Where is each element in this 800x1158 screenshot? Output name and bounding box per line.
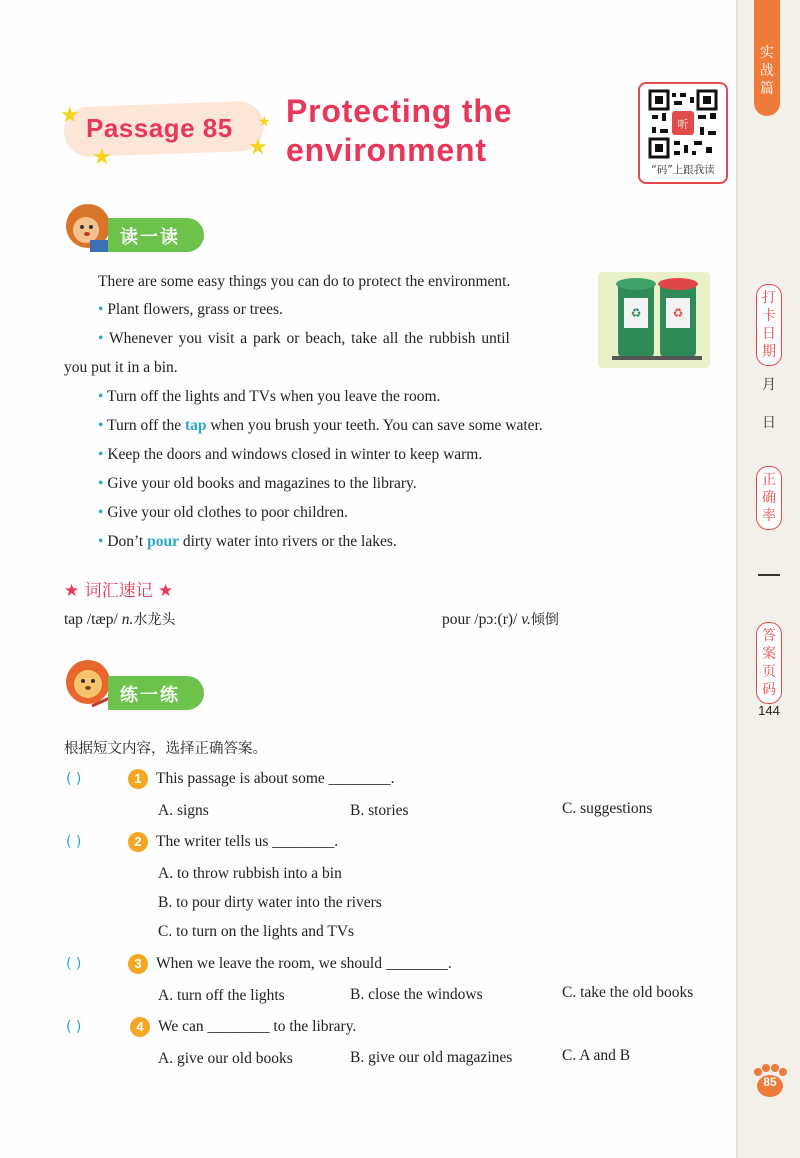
passage-item: • Plant flowers, grass or trees.: [98, 301, 283, 318]
qr-caption: “码”上跟我读: [651, 164, 715, 176]
option-c[interactable]: C. take the old books: [562, 984, 694, 1001]
star-icon: ★: [248, 134, 268, 159]
answer-blank[interactable]: ( ): [66, 834, 82, 850]
passage-item: • Keep the doors and windows closed in winter to keep warm.: [98, 446, 483, 463]
question-number: 2: [128, 832, 148, 852]
passage-item: • Whenever you visit a park or beach, take all the rubbish until: [98, 330, 510, 347]
vocab-heading: ★ 词汇速记 ★: [64, 581, 174, 601]
option-b[interactable]: B. stories: [350, 802, 409, 819]
passage-item: • Give your old clothes to poor children.: [98, 504, 348, 521]
section-tab-label: 实 战 篇: [760, 45, 774, 97]
passage-item-continued: you put it in a bin.: [64, 359, 178, 376]
qr-code-box[interactable]: [638, 82, 728, 184]
checkin-date-pill: 打 卡 日 期: [756, 284, 782, 366]
question-number: 1: [128, 769, 148, 789]
practice-badge-label: 练一练: [120, 685, 180, 706]
answer-blank[interactable]: ( ): [66, 771, 82, 787]
question-number: 3: [128, 954, 148, 974]
side-margin: [738, 0, 800, 1158]
listen-label: 听: [677, 118, 689, 131]
vocab-entry: tap /tæp/ n.水龙头: [64, 611, 176, 628]
option-b[interactable]: B. give our old magazines: [350, 1049, 513, 1066]
option-a[interactable]: A. give our old books: [158, 1050, 293, 1067]
star-icon: ★: [258, 115, 271, 130]
question-text: We can ________ to the library.: [158, 1018, 357, 1035]
passage-intro: There are some easy things you can do to protect the environment.: [98, 273, 511, 290]
accuracy-pill: 正 确 率: [756, 466, 782, 530]
option-a[interactable]: A. to throw rubbish into a bin: [158, 865, 342, 882]
answer-blank[interactable]: ( ): [66, 1019, 82, 1035]
passage-item: • Give your old books and magazines to the library.: [98, 475, 417, 492]
option-a[interactable]: A. signs: [158, 802, 209, 819]
question-text: This passage is about some ________.: [156, 770, 395, 787]
passage-item: • Turn off the tap when you brush your teeth. You can save some water.: [98, 417, 543, 434]
passage-label: Passage 85: [86, 113, 233, 143]
answer-page-pill: 答 案 页 码: [756, 622, 782, 704]
option-c[interactable]: C. A and B: [562, 1047, 631, 1064]
recycling-bins-illustration: [598, 272, 710, 368]
read-badge-label: 读一读: [120, 227, 180, 248]
option-c[interactable]: C. suggestions: [562, 800, 653, 817]
question-text: When we leave the room, we should ________.: [156, 955, 452, 972]
accuracy-blank: [758, 574, 780, 576]
vocab-word-pour: pour: [147, 533, 179, 550]
practice-instruction: 根据短文内容，选择正确答案。: [64, 741, 267, 757]
day-label: 日: [762, 415, 776, 431]
passage-item: • Turn off the lights and TVs when you leave the room.: [98, 388, 441, 405]
vocab-entry: pour /pɔː(r)/ v.倾倒: [442, 611, 559, 628]
answer-blank[interactable]: ( ): [66, 956, 82, 972]
vocab-word-tap: tap: [184, 417, 207, 434]
star-icon: ★: [92, 144, 112, 169]
answer-page-number: 144: [758, 703, 780, 718]
svg-text:♻: ♻: [630, 306, 642, 320]
option-c[interactable]: C. to turn on the lights and TVs: [158, 923, 355, 940]
svg-text:♻: ♻: [672, 306, 684, 320]
star-icon: ★: [60, 102, 80, 127]
question-number: 4: [130, 1017, 150, 1037]
month-label: 月: [762, 377, 776, 393]
option-b[interactable]: B. to pour dirty water into the rivers: [158, 894, 382, 911]
option-a[interactable]: A. turn off the lights: [158, 987, 285, 1004]
passage-item: • Don’t pour dirty water into rivers or the lakes.: [98, 533, 397, 550]
option-b[interactable]: B. close the windows: [350, 986, 483, 1003]
question-text: The writer tells us ________.: [156, 833, 339, 850]
page-title: Protecting the environment: [286, 93, 513, 168]
page-number: 85: [763, 1075, 777, 1089]
